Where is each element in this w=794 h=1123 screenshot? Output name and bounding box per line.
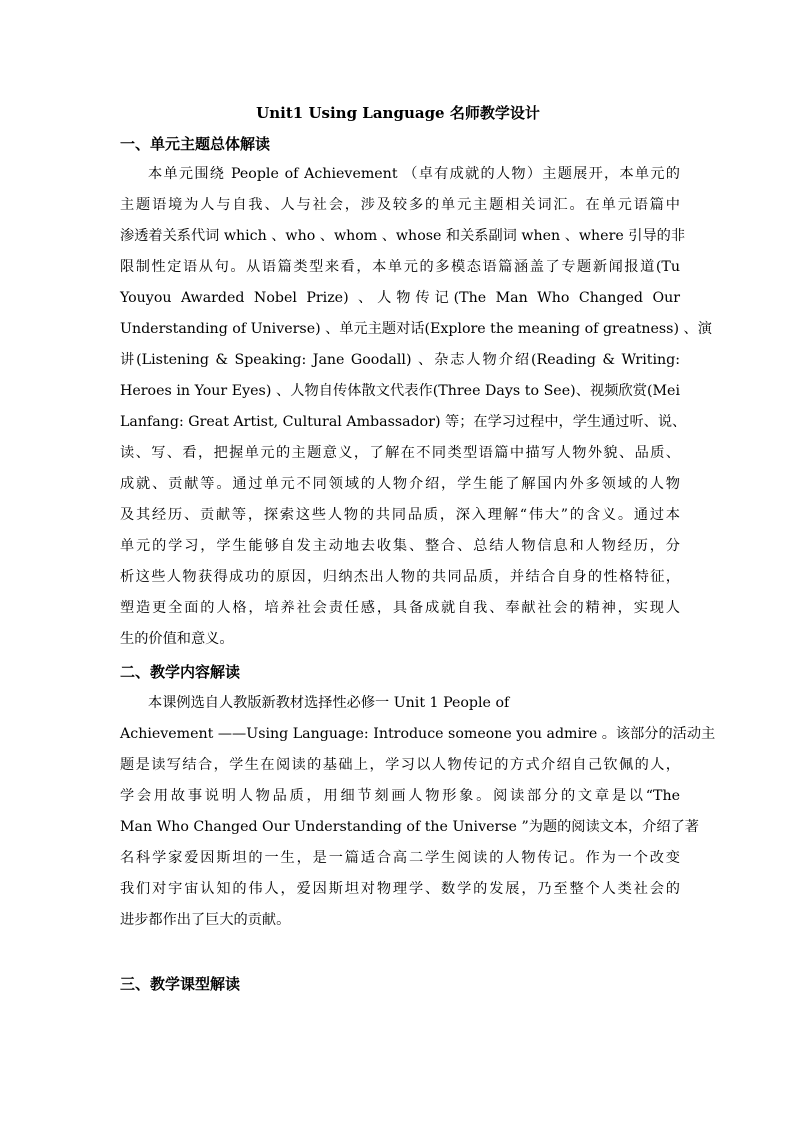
paragraph-line: 进步都作出了巨大的贡献。 [120, 912, 291, 928]
paragraph-line: Understanding of Universe) 、单元主题对话(Explore the meaning of greatness) 、演 [120, 321, 712, 337]
paragraph-line: 讲(Listening & Speaking: Jane Goodall) 、杂志人物介绍(Reading & Writing: [120, 352, 680, 368]
paragraph-line: Achievement ——Using Language: Introduce someone you admire 。该部分的活动主 [120, 726, 716, 742]
paragraph-line: 名科学家爱因斯坦的一生，是一篇适合高二学生阅读的人物传记。作为一个改变 [120, 850, 680, 866]
paragraph-line: Youyou Awarded Nobel Prize) 、人物传记(The Man Who Changed Our [120, 290, 680, 306]
paragraph-line: 成就、贡献等。通过单元不同领域的人物介绍，学生能了解国内外多领域的人物 [120, 476, 680, 492]
paragraph-line: 读、写、看，把握单元的主题意义，了解在不同类型语篇中描写人物外貌、品质、 [120, 445, 680, 461]
paragraph-line: 主题语境为人与自我、人与社会，涉及较多的单元主题相关词汇。在单元语篇中 [120, 197, 680, 213]
paragraph-line: 限制性定语从句。从语篇类型来看，本单元的多模态语篇涵盖了专题新闻报道(Tu [120, 259, 680, 275]
section-heading-lesson-type: 三、教学课型解读 [120, 975, 241, 993]
paragraph-line: 本课例选自人教版新教材选择性必修一 Unit 1 People of [148, 695, 510, 711]
paragraph-line: Heroes in Your Eyes) 、人物自传体散文代表作(Three Days to See)、视频欣赏(Mei [120, 383, 680, 399]
paragraph-line: Man Who Changed Our Understanding of the Universe ”为题的阅读文本，介绍了著 [120, 819, 699, 835]
paragraph-line: 渗透着关系代词 which 、who 、whom 、whose 和关系副词 when 、where 引导的非 [120, 228, 686, 244]
paragraph-line: 生的价值和意义。 [120, 631, 234, 647]
paragraph-line: 及其经历、贡献等，探索这些人物的共同品质，深入理解“伟大”的含义。通过本 [120, 507, 680, 523]
paragraph-line: 本单元围绕 People of Achievement （卓有成就的人物）主题展开，本单元的 [148, 166, 680, 182]
paragraph-line: 析这些人物获得成功的原因，归纳杰出人物的共同品质，并结合自身的性格特征， [120, 569, 680, 585]
section-heading-content: 二、教学内容解读 [120, 663, 241, 681]
paragraph-line: 题是读写结合，学生在阅读的基础上，学习以人物传记的方式介绍自己钦佩的人， [120, 757, 680, 773]
paragraph-line: 学会用故事说明人物品质，用细节刻画人物形象。阅读部分的文章是以“The [120, 788, 680, 804]
paragraph-line: Lanfang: Great Artist, Cultural Ambassador) 等；在学习过程中，学生通过听、说、 [120, 414, 687, 430]
section-heading-theme: 一、单元主题总体解读 [120, 135, 271, 153]
paragraph-line: 塑造更全面的人格，培养社会责任感，具备成就自我、奉献社会的精神，实现人 [120, 600, 680, 616]
paragraph-line: 我们对宇宙认知的伟人，爱因斯坦对物理学、数学的发展，乃至整个人类社会的 [120, 881, 680, 897]
document-title: Unit1 Using Language 名师教学设计 [256, 104, 540, 122]
paragraph-line: 单元的学习，学生能够自发主动地去收集、整合、总结人物信息和人物经历，分 [120, 538, 680, 554]
